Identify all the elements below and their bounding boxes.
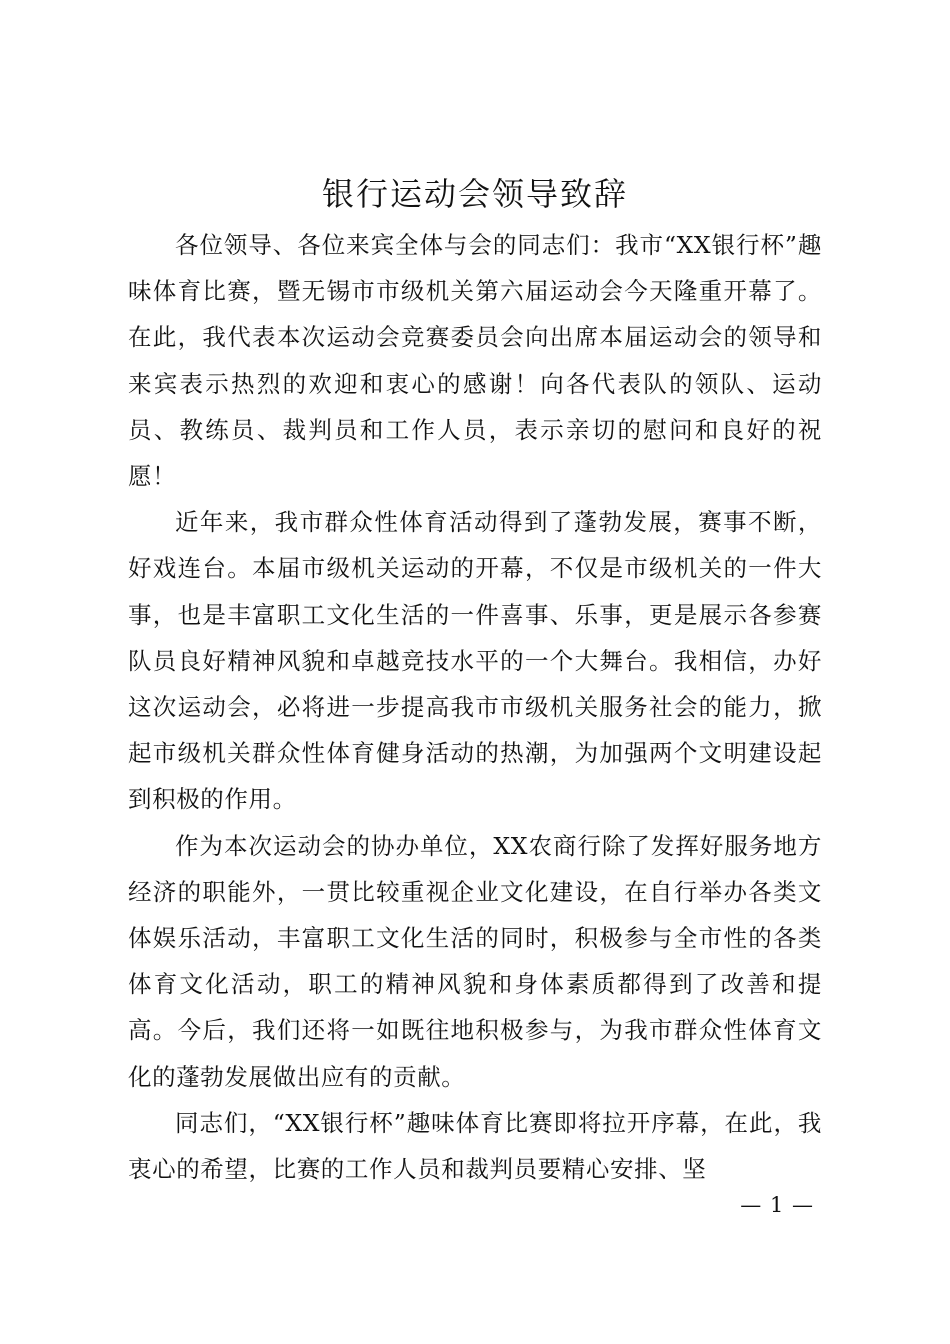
paragraph-development: 近年来，我市群众性体育活动得到了蓬勃发展，赛事不断，好戏连台。本届市级机关运动的开幕，不仅是市级机关的一件大事，也是丰富职工文化生活的一件喜事、乐事，更是展示各参赛队员良好精神风貌和卓越竞技水平的一个大舞台。我相信，办好这次运动会，必将进一步提高我市市级机关服务社会的能力，掀起市级机关群众性体育健身活动的热潮，为加强两个文明建设起到积极的作用。 xyxy=(128,508,822,814)
document-title: 银行运动会领导致辞 xyxy=(321,175,628,213)
document-body xyxy=(128,222,822,1192)
paragraph-closing: 同志们，“XX银行杯”趣味体育比赛即将拉开序幕，在此，我衷心的希望，比赛的工作人员和裁判员要精心安排、坚 xyxy=(128,1108,822,1184)
paragraph-co-organizer: 作为本次运动会的协办单位，XX农商行除了发挥好服务地方经济的职能外，一贯比较重视企业文化建设，在自行举办各类文体娱乐活动，丰富职工文化生活的同时，积极参与全市性的各类体育文化活动，职工的精神风貌和身体素质都得到了改善和提高。今后，我们还将一如既往地积极参与，为我市群众性体育文化的蓬勃发展做出应有的贡献。 xyxy=(128,831,822,1091)
page-number: — 1 — xyxy=(740,1193,814,1217)
paragraph-greeting: 各位领导、各位来宾全体与会的同志们：我市“XX银行杯”趣味体育比赛，暨无锡市市级机关第六届运动会今天隆重开幕了。在此，我代表本次运动会竞赛委员会向出席本届运动会的领导和来宾表示热烈的欢迎和衷心的感谢！向各代表队的领队、运动员、教练员、裁判员和工作人员，表示亲切的慰问和良好的祝愿！ xyxy=(128,231,822,491)
